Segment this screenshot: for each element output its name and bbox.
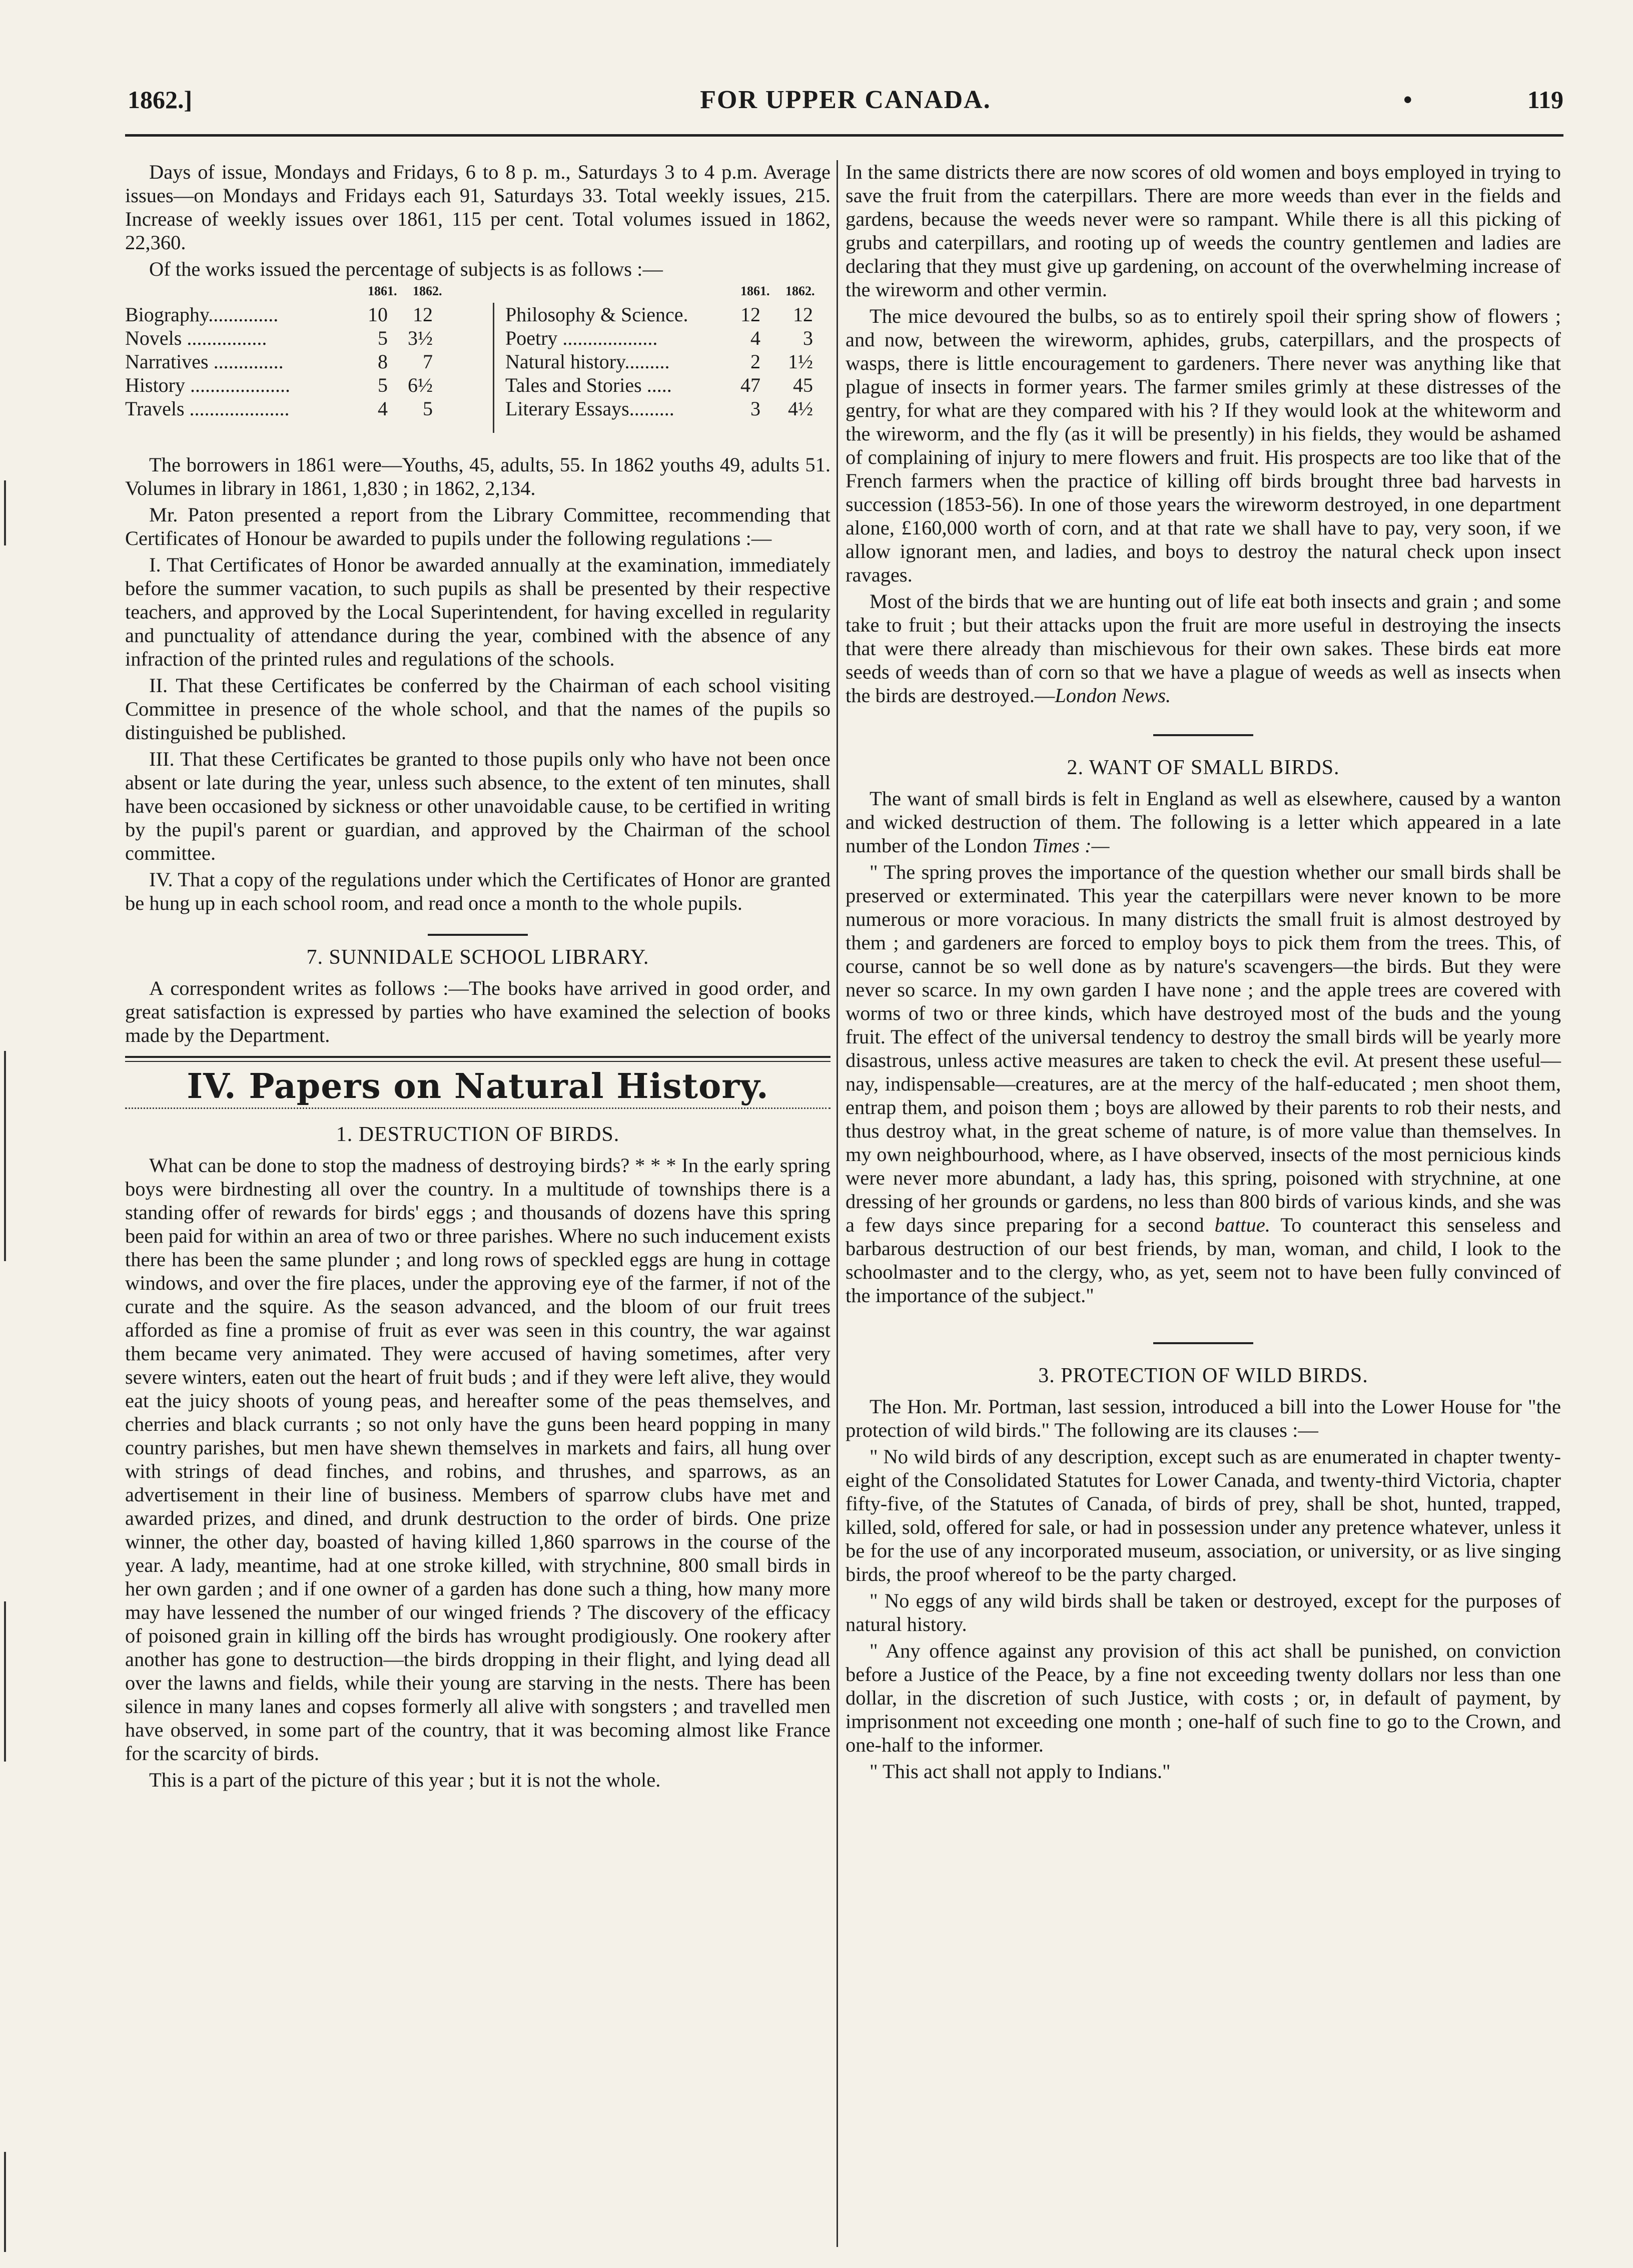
subject-label: Literary Essays......... xyxy=(505,397,674,420)
table-separator xyxy=(493,303,494,433)
battue-term: battue. xyxy=(1214,1214,1271,1236)
value-1861: 12 xyxy=(740,303,760,326)
table-row xyxy=(505,397,831,420)
value-1861: 8 xyxy=(378,350,388,373)
table-row xyxy=(505,326,831,350)
regulation-4: IV. That a copy of the regulations under which the Certificates of Honor are granted be hung up in each school room, and read once a month to the whole pupils. xyxy=(125,868,831,914)
year-header: 1862. xyxy=(785,284,815,298)
section-2-intro-text: The want of small birds is felt in England as well as elsewhere, caused by a wanton and wicked destruction of them. The following is a letter which appeared in a late number of the London xyxy=(846,787,1561,857)
section-1-closing: This is a part of the picture of this year ; but it is not the whole. xyxy=(149,1769,661,1791)
header-dot: • xyxy=(1403,86,1412,114)
right-column xyxy=(846,160,1561,1786)
column-divider xyxy=(837,160,838,2247)
value-1862: 3½ xyxy=(408,327,433,349)
subject-label: Tales and Stories ..... xyxy=(505,374,672,396)
table-row xyxy=(505,373,831,397)
value-1862: 45 xyxy=(793,374,813,396)
subject-label: History .................... xyxy=(125,374,290,396)
year-header: 1862. xyxy=(413,284,442,298)
clause-3: " Any offence against any provision of this act shall be punished, on conviction before a Justice of the Peace, by a fine not exceeding twenty dollars nor less than one dollar, in the discretion of such Justice, with costs ; or, in default of payment, by imprisonment not exceeding one month ; one-half of such fine to go to the Crown, and one-half to the informer. xyxy=(846,1639,1561,1756)
regulation-3: III. That these Certificates be granted to those pupils only who have not been once absent or late during the year, unless such absence, to the extent of ten minutes, shall have been occasioned by sickness or other unavoidable cause, to be certified in writing by the pupil's parent or guardian, and approved by the Chairman of the school committee. xyxy=(125,748,831,864)
letter-text: " The spring proves the importance of the question whether our small birds shall be preserved or exterminated. This year the caterpillars were never known to be more numerous or more voracious. In many districts the small fruit is almost destroyed by them ; and gardeners are forced to employ boys to pick them from the trees. This, of course, cannot be so well done as by nature's scavengers—the birds. But they were never so scarce. In my own garden I have none ; and the apple trees are covered with worms of two or three kinds, which have destroyed most of the buds and the young fruit. The effect of the universal tendency to destroy the small birds will be yearly more disastrous, unless active measures are taken to check the evil. At present these useful—nay, indispensable—creatures, are at the mercy of the half-educated ; men shoot them, entrap them, and poison them ; boys are allowed by their parents to rob their nests, and thus destroy what, in the great scheme of nature, is of more value than themselves. In my own neighbourhood, where, as I have observed, insects of the most pernicious kinds were never more abundant, a lady has, this spring, poisoned with strychnine, at one dressing of her grounds or gardens, no less than 800 birds of various kinds, and she was a few days since preparing for a second xyxy=(846,861,1561,1236)
margin-mark xyxy=(4,2152,6,2252)
birds-paragraph-text: Most of the birds that we are hunting out of life eat both insects and grain ; and some take to fruit ; but their attacks upon the fruit are more useful in destroying the insects that were there already than mischievous for their own sakes. These birds eat more seeds of weeds than of corn so that we have a plague of weeds as well as insects when the birds are destroyed.— xyxy=(846,590,1561,707)
clause-2: " No eggs of any wild birds shall be taken or destroyed, except for the purposes of natural history. xyxy=(846,1589,1561,1635)
part-rule-top xyxy=(125,1056,831,1058)
page-number: 119 xyxy=(1527,86,1563,114)
section-7-title: 7. SUNNIDALE SCHOOL LIBRARY. xyxy=(306,946,649,969)
section-2-intro xyxy=(846,787,1561,857)
stats-intro: Of the works issued the percentage of subjects is as follows :— xyxy=(149,258,663,280)
value-1862: 12 xyxy=(413,303,433,326)
subjects-table xyxy=(125,284,831,449)
year-header: 1861. xyxy=(368,284,397,298)
year-header: 1861. xyxy=(740,284,770,298)
paton-paragraph: Mr. Paton presented a report from the Library Committee, recommending that Certificates of Honour be awarded to pupils under the following regulations :— xyxy=(125,503,831,549)
margin-mark xyxy=(4,1051,6,1261)
section-2-letter xyxy=(846,860,1561,1307)
section-2-title: 2. WANT OF SMALL BIRDS. xyxy=(1067,756,1340,779)
value-1861: 2 xyxy=(750,350,760,373)
value-1862: 4½ xyxy=(788,397,813,420)
clause-4: " This act shall not apply to Indians." xyxy=(870,1760,1171,1783)
regulation-1: I. That Certificates of Honor be awarded annually at the examination, immediately before the summer vacation, to such pupils as shall be presented by their respective teachers, and approved by the Local Superintendent, for having excelled in regularity and punctuality of attendance during the year, combined with the absence of any infraction of the printed rules and regulations of the schools. xyxy=(125,553,831,670)
section-divider xyxy=(1153,1342,1253,1344)
part-ornament xyxy=(125,1107,831,1112)
subject-label: Travels .................... xyxy=(125,397,290,420)
table-row xyxy=(505,303,831,326)
value-1862: 6½ xyxy=(408,374,433,396)
subject-label: Philosophy & Science. xyxy=(505,303,688,326)
section-divider xyxy=(1153,734,1253,736)
letter-text-end: To counteract this senseless and barbarous destruction of our best friends, by man, woman, and child, I look to the schoolmaster and to the clergy, who, as yet, seem not to have been fully convinced of the importance of the subject." xyxy=(846,1214,1561,1307)
value-1861: 47 xyxy=(740,374,760,396)
running-header xyxy=(128,85,1563,120)
section-3-title: 3. PROTECTION OF WILD BIRDS. xyxy=(1038,1364,1368,1387)
subject-label: Narratives .............. xyxy=(125,350,284,373)
regulation-2: II. That these Certificates be conferred by the Chairman of each school visiting Committee in presence of the whole school, and that the names of the pupils so distinguished be published. xyxy=(125,674,831,744)
value-1862: 1½ xyxy=(788,350,813,373)
value-1861: 4 xyxy=(750,327,760,349)
clause-1: " No wild birds of any description, except such as are enumerated in chapter twenty-eight of the Consolidated Statutes for Lower Canada, and twenty-third Victoria, chapter fifty-five, of the Statutes of Canada, of birds of prey, shall be shot, hunted, trapped, killed, sold, offered for sale, or had in possession under any pretence whatever, unless it be for the use of any incorporated museum, association, or university, or as live singing birds, the proof whereof to be the party charged. xyxy=(846,1445,1561,1585)
margin-mark xyxy=(4,1601,6,1762)
table-row xyxy=(125,373,485,397)
section-3-intro: The Hon. Mr. Portman, last session, introduced a bill into the Lower House for "the protection of wild birds." The following are its clauses :— xyxy=(846,1395,1561,1441)
section-divider xyxy=(428,934,528,936)
source-citation: London News. xyxy=(1055,684,1171,707)
library-intro: Days of issue, Mondays and Fridays, 6 to 8 p. m., Saturdays 3 to 4 p.m. Average issues—on Mondays and Fridays each 91, Saturdays 33. Total weekly issues, 215. Increase of weekly issues over 1861, 115 per cent. Total volumes issued in 1862, 22,360. xyxy=(125,161,831,254)
left-column xyxy=(125,160,831,1795)
value-1861: 3 xyxy=(750,397,760,420)
birds-paragraph xyxy=(846,590,1561,707)
subject-label: Novels ................ xyxy=(125,327,267,349)
table-row xyxy=(125,303,485,326)
times-reference: Times :— xyxy=(1032,834,1110,857)
value-1862: 7 xyxy=(423,350,433,373)
section-7-body: A correspondent writes as follows :—The books have arrived in good order, and great satisfaction is expressed by parties who have examined the selection of books made by the Department. xyxy=(125,977,831,1046)
value-1861: 4 xyxy=(378,397,388,420)
value-1862: 12 xyxy=(793,303,813,326)
part-rule-bottom xyxy=(125,1061,831,1062)
value-1862: 3 xyxy=(803,327,813,349)
section-1-paragraph: What can be done to stop the madness of destroying birds? * * * In the early spring boys were birdnesting all over the country. In a multitude of townships there is a standing offer of rewards for birds' eggs ; and thousands of dozens have this spring been paid for within an area of two or three parishes. Where no such inducement exists there has been the same plunder ; and long rows of speckled eggs are hung in cottage windows, and over the fire places, under the approving eye of the farmer, if not of the curate and the squire. As the season advanced, and the bloom of our fruit trees afforded as fine a promise of fruit as ever was seen in this country, the war against them became very animated. They were accused of having sometimes, after very severe winters, eaten out the heart of fruit buds ; and if they were left alive, they would eat the juicy shoots of young peas, and hereafter some of the peas themselves, and cherries and black currants ; so not only have the guns been heard popping in many country parishes, but men have shewn themselves in markets and fairs, all hung over with strings of dead finches, and robins, and thrushes, and sparrows, as an advertisement in their line of business. Members of sparrow clubs have met and awarded prizes, and dined, and drunk destruction to the order of birds. One prize winner, the other day, boasted of having killed 1,860 sparrows in the course of the year. A lady, meantime, had at one stroke killed, with strychnine, 800 small birds in her own garden ; and if one owner of a garden has done such a thing, how many more may have lessened the number of our winged friends ? The discovery of the efficacy of poisoned grain in killing off the birds has wrought prodigiously. One rookery after another has gone to destruction—the birds dropping in their flight, and lying dead all over the lawns and fields, while their young are starving in the nests. There has been silence in many lanes and copses formerly all alive with songsters ; and travelled men have observed, in some part of the country, that it was becoming almost like France for the scarcity of birds. xyxy=(125,1154,831,1765)
part-title: IV. Papers on Natural History. xyxy=(187,1066,769,1106)
subject-label: Poetry ................... xyxy=(505,327,658,349)
subject-label: Natural history......... xyxy=(505,350,670,373)
mice-paragraph: The mice devoured the bulbs, so as to entirely spoil their spring show of flowers ; and now, between the wireworm, aphides, grubs, caterpillars, and the prospects of wasps, there is little encouragement to gardeners. There never was anything like that plague of insects in former years. The farmer smiles grimly at these distresses of the gentry, for what are they compared with his ? If they would look at the whiteworm and the wireworm, and the fly (as it will be presently) in his fields, they would be ashamed of complaining of injury to mere flowers and fruit. His prospects are too like that of the French farmers when the practice of killing off birds brought three bad harvests in succession (1853-56). In one of those years the wireworm destroyed, in one department alone, £160,000 worth of corn, and at that rate we shall have to pay, very soon, if we allow ignorant men, and ladies, and boys to destroy the natural check upon insect ravages. xyxy=(846,305,1561,586)
table-row xyxy=(125,397,485,420)
section-1-title: 1. DESTRUCTION OF BIRDS. xyxy=(336,1123,620,1146)
header-rule xyxy=(125,134,1563,137)
value-1862: 5 xyxy=(423,397,433,420)
header-year: 1862.] xyxy=(128,86,193,114)
table-row xyxy=(125,326,485,350)
subject-label: Biography.............. xyxy=(125,303,279,326)
borrowers-paragraph: The borrowers in 1861 were—Youths, 45, adults, 55. In 1862 youths 49, adults 51. Volumes in library in 1861, 1,830 ; in 1862, 2,134. xyxy=(125,453,831,499)
value-1861: 5 xyxy=(378,327,388,349)
margin-mark xyxy=(4,480,6,545)
value-1861: 10 xyxy=(368,303,388,326)
continued-paragraph: In the same districts there are now scores of old women and boys employed in trying to save the fruit from the caterpillars. There are more weeds than ever in the fields and gardens, because the weeds never were so rampant. While there is all this picking of grubs and caterpillars, and rooting up of weeds the country gentlemen and ladies are declaring that they must give up gardening, on account of the overwhelming increase of the wireworm and other vermin. xyxy=(846,161,1561,301)
header-title: FOR UPPER CANADA. xyxy=(700,86,991,114)
value-1861: 5 xyxy=(378,374,388,396)
table-row xyxy=(505,350,831,373)
table-row xyxy=(125,350,485,373)
